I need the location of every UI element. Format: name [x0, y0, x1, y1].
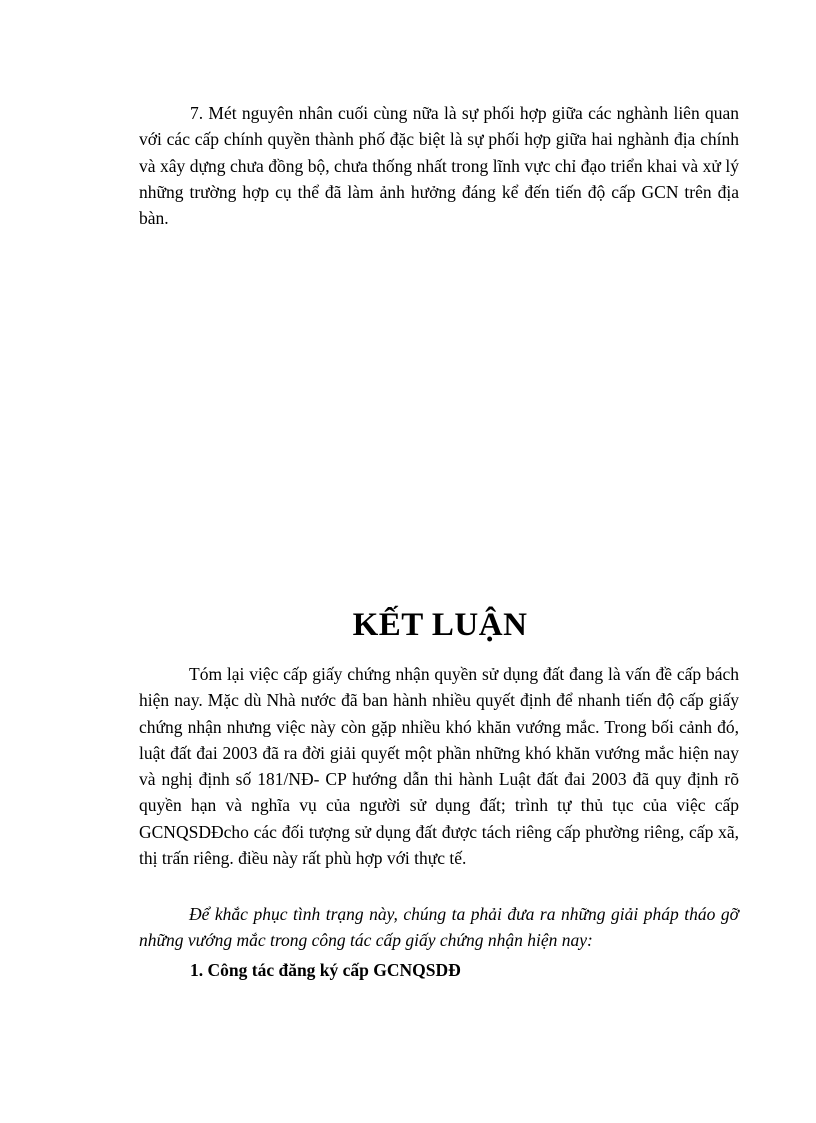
paragraph-solution-intro: Để khắc phục tình trạng này, chúng ta phải đưa ra những giải pháp tháo gỡ những vướng mắc trong công tác cấp giấy chứng nhận hiện nay:: [139, 904, 739, 951]
paragraph-reason-7: 7. Mét nguyên nhân cuối cùng nữa là sự phối hợp giữa các nghành liên quan với các cấp chính quyền thành phố đặc biệt là sự phối hợp giữa hai nghành địa chính và xây dựng chưa đồng bộ, chưa thống nhất trong lĩnh vực chỉ đạo triển khai và xử lý những trường hợp cụ thể đã làm ảnh hưởng đáng kể đến tiến độ cấp GCN trên địa bàn.: [139, 103, 739, 229]
paragraph-conclusion: Tóm lại việc cấp giấy chứng nhận quyền sử dụng đất đang là vấn đề cấp bách hiện nay. Mặc dù Nhà nước đã ban hành nhiều quyết định để nhanh tiến độ cấp giấy chứng nhận nhưng việc này còn gặp nhiều khó khăn vướng mắc. Trong bối cảnh đó, luật đất đai 2003 đã ra đời giải quyết một phần những khó khăn vướng mắc hiện nay và nghị định số 181/NĐ- CP hướng dẫn thi hành Luật đất đai 2003 đã quy định rõ quyền hạn và nghĩa vụ của người sử dụng đất; trình tự thủ tục của việc cấp GCNQSDĐcho các đối tượng sử dụng đất được tách riêng cấp phường riêng, cấp xã, thị trấn riêng. điều này rất phù hợp với thực tế.: [139, 664, 739, 869]
section-heading-1: 1. Công tác đăng ký cấp GCNQSDĐ: [190, 960, 461, 980]
conclusion-heading: KẾT LUẬN: [352, 607, 528, 643]
